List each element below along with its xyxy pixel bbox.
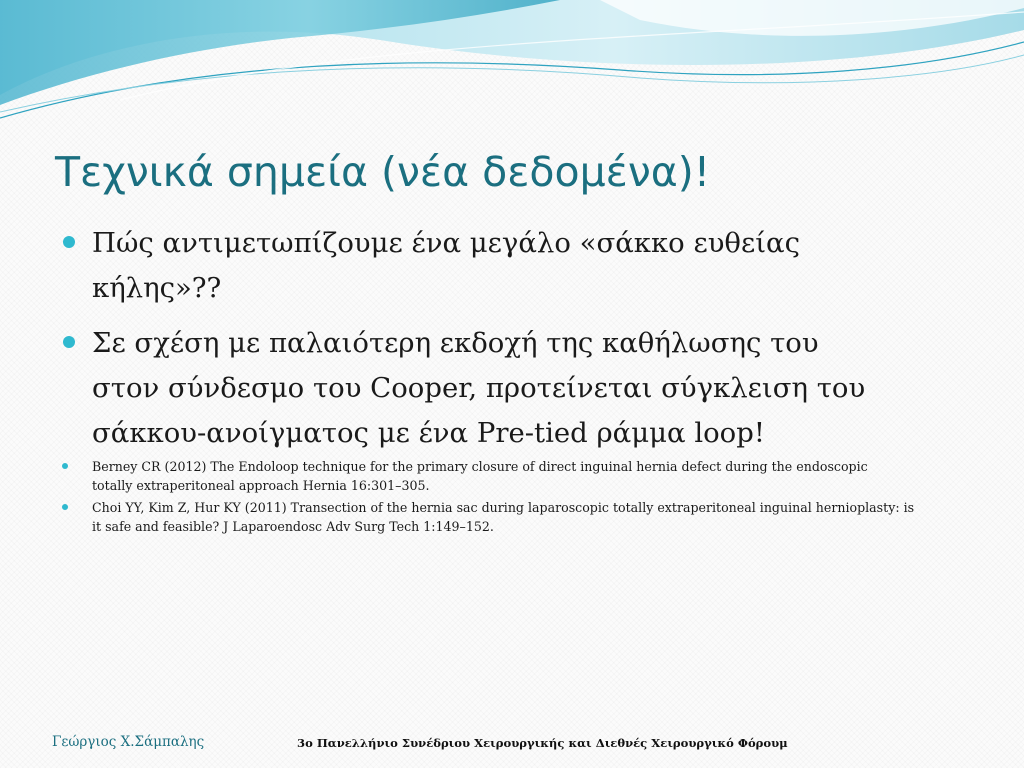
reference-2-line-1: Choi YY, Kim Z, Hur KY (2011) Transection of the hernia sac during laparoscopic totally extraperitoneal inguinal hernioplasty: is <box>92 500 915 515</box>
footer-event: 3ο Πανελλήνιο Συνέδριου Χειρουργικής και Διεθνές Χειρουργικό Φόρουμ <box>297 736 788 750</box>
reference-2 <box>92 498 972 536</box>
bullet-marker <box>63 236 75 248</box>
bullet-2-line-1: Σε σχέση με παλαιότερη εκδοχή της καθήλωσης του <box>92 327 819 359</box>
slide-title: Τεχνικά σημεία (νέα δεδομένα)! <box>55 148 711 196</box>
bullet-1-line-2: κήλης»?? <box>92 272 222 304</box>
bullet-marker <box>62 504 68 510</box>
bullet-2-line-2: στον σύνδεσμο του Cooper, προτείνεται σύγκλειση του <box>92 372 866 404</box>
bullet-marker <box>63 336 75 348</box>
reference-1-line-1: Berney CR (2012) The Endoloop technique for the primary closure of direct inguinal hernia defect during the endoscopic <box>92 459 868 474</box>
bullet-2-line-3: σάκκου-ανοίγματος με ένα Pre-tied ράμμα loop! <box>92 417 765 449</box>
reference-1-line-2: totally extraperitoneal approach Hernia 16:301–305. <box>92 478 430 493</box>
reference-2-line-2: it safe and feasible? J Laparoendosc Adv Surg Tech 1:149–152. <box>92 519 494 534</box>
bullet-1-line-1: Πώς αντιμετωπίζουμε ένα μεγάλο «σάκκο ευθείας <box>92 227 800 259</box>
reference-1 <box>92 457 972 495</box>
footer-author: Γεώργιος Χ.Σάμπαλης <box>52 734 205 750</box>
bullet-text-1 <box>92 221 972 311</box>
bullet-text-2 <box>92 321 972 456</box>
bullet-marker <box>62 463 68 469</box>
